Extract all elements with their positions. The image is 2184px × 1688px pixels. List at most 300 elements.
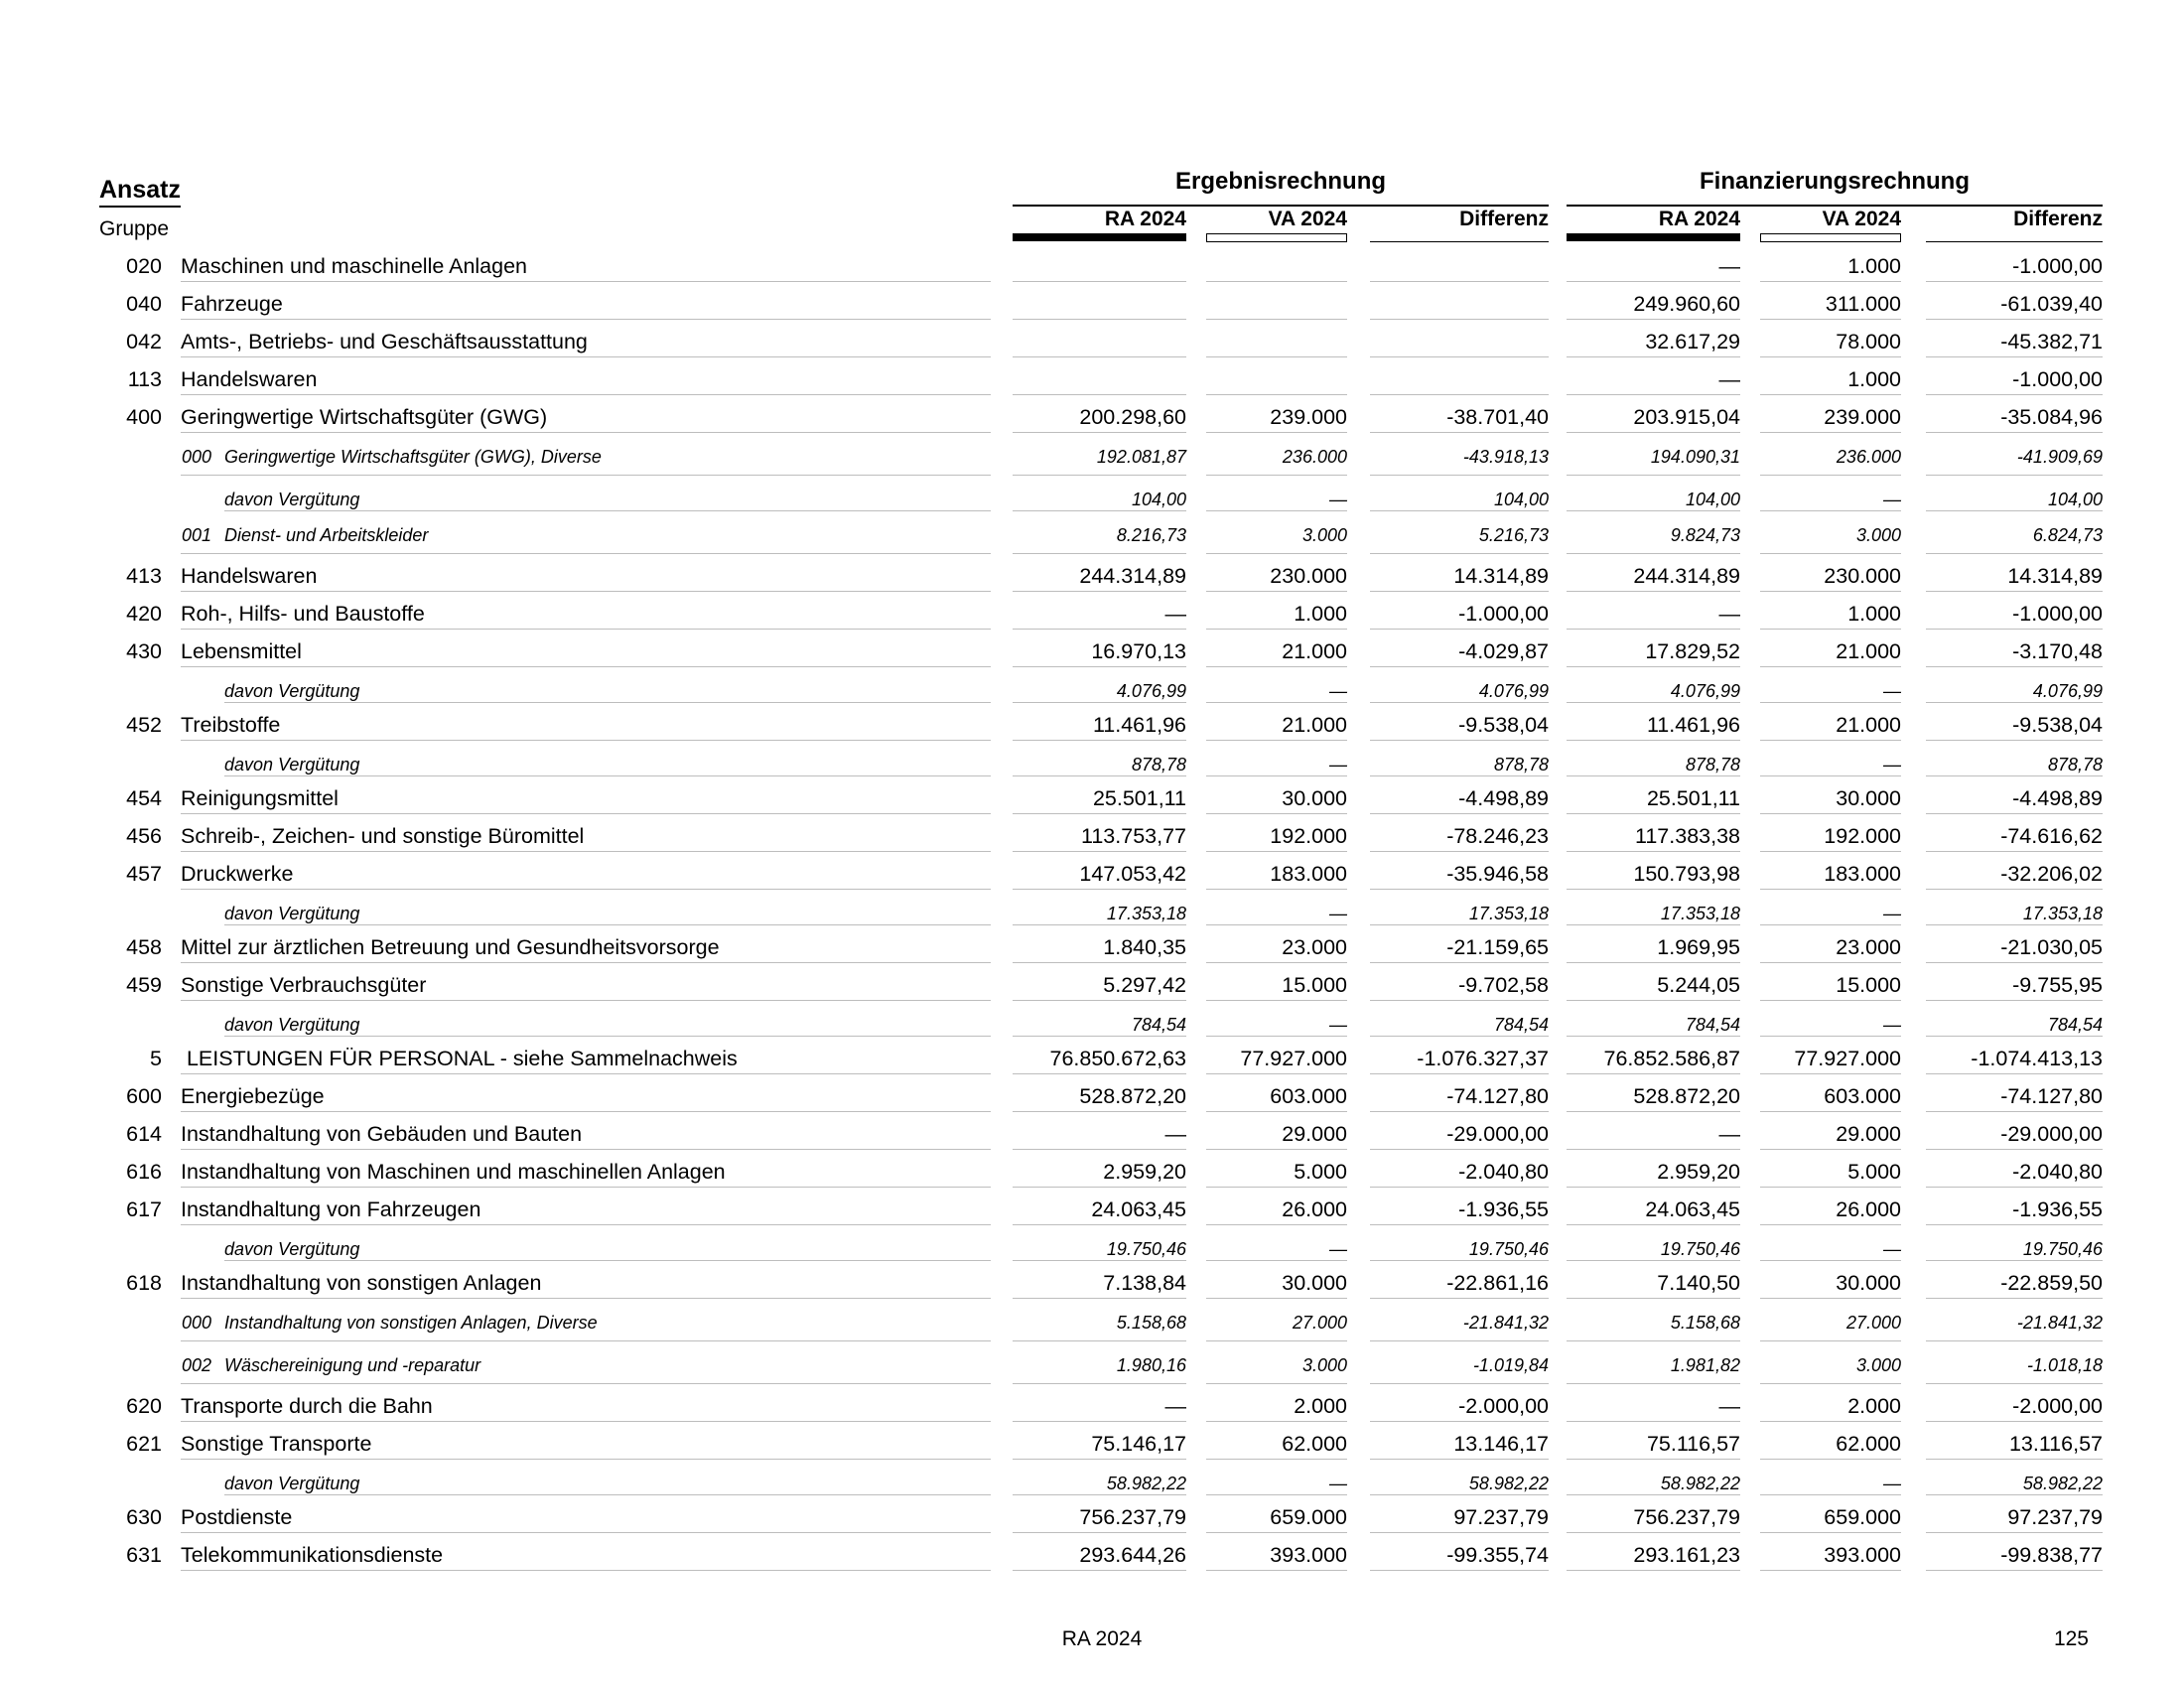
cell-rule — [1760, 775, 1901, 776]
cell-rule — [1206, 475, 1347, 476]
cell-rule — [1370, 510, 1549, 511]
cell-rule — [1926, 629, 2103, 630]
cell-rule — [1926, 813, 2103, 814]
row-label: Mittel zur ärztlichen Betreuung und Gesundheitsvorsorge — [181, 935, 720, 959]
value-cell: -1.076.327,37 — [1417, 1047, 1549, 1070]
row-label: Reinigungsmittel — [181, 786, 339, 810]
value-cell: 4.076,99 — [1116, 681, 1186, 701]
row-rule — [181, 1298, 991, 1299]
value-cell: 26.000 — [1282, 1197, 1347, 1221]
cell-rule — [1206, 1532, 1347, 1533]
row-rule — [224, 1494, 991, 1495]
row-rule — [224, 702, 991, 703]
cell-rule — [1760, 962, 1901, 963]
cell-rule — [1013, 962, 1186, 963]
value-cell: 183.000 — [1270, 862, 1347, 886]
cell-rule — [1567, 1000, 1740, 1001]
value-cell: 17.353,18 — [1106, 904, 1186, 923]
cell-rule — [1206, 962, 1347, 963]
cell-rule — [1370, 475, 1549, 476]
value-cell: — — [1329, 904, 1347, 923]
cell-rule — [1206, 356, 1347, 357]
value-cell: 58.982,22 — [1468, 1474, 1549, 1493]
value-cell: — — [1718, 602, 1740, 626]
cell-rule — [1567, 962, 1740, 963]
value-cell: -1.018,18 — [2026, 1355, 2103, 1375]
value-cell: 784,54 — [1685, 1015, 1740, 1035]
row-rule — [181, 1187, 991, 1188]
row-rule — [181, 432, 991, 433]
value-cell: 77.927.000 — [1794, 1047, 1901, 1070]
value-cell: 236.000 — [1836, 447, 1901, 467]
row-label: Instandhaltung von Gebäuden und Bauten — [181, 1122, 583, 1146]
value-cell: 203.915,04 — [1633, 405, 1740, 429]
col-marker-fr-va — [1760, 233, 1901, 242]
cell-rule — [1206, 591, 1347, 592]
value-cell: 528.872,20 — [1633, 1084, 1740, 1108]
cell-rule — [1206, 1340, 1347, 1341]
value-cell: 30.000 — [1282, 786, 1347, 810]
table-row — [0, 927, 2184, 965]
table-row — [0, 778, 2184, 816]
cell-rule — [1926, 432, 2103, 433]
value-cell: -1.000,00 — [2012, 367, 2103, 391]
value-cell: 104,00 — [1685, 490, 1740, 509]
cell-rule — [1760, 1340, 1901, 1341]
row-label: Telekommunikationsdienste — [181, 1543, 444, 1567]
davon-row — [0, 892, 2184, 927]
value-cell: 17.353,18 — [1468, 904, 1549, 923]
col-marker-er-diff — [1370, 241, 1549, 242]
value-cell: 30.000 — [1282, 1271, 1347, 1295]
row-rule — [224, 510, 991, 511]
value-cell: 150.793,98 — [1633, 862, 1740, 886]
cell-rule — [1567, 1111, 1740, 1112]
value-cell: 528.872,20 — [1079, 1084, 1186, 1108]
value-cell: 14.314,89 — [2007, 564, 2103, 588]
cell-rule — [1206, 1494, 1347, 1495]
cell-rule — [1206, 629, 1347, 630]
row-code: 456 — [126, 824, 162, 848]
row-code: 618 — [126, 1271, 162, 1295]
value-cell: 659.000 — [1270, 1505, 1347, 1529]
value-cell: 30.000 — [1836, 786, 1901, 810]
value-cell: -9.538,04 — [2012, 713, 2103, 737]
cell-rule — [1567, 1532, 1740, 1533]
sub-row — [0, 513, 2184, 556]
row-label: Amts-, Betriebs- und Geschäftsausstattung — [181, 330, 588, 353]
row-rule — [181, 1073, 991, 1074]
value-cell: 97.237,79 — [2007, 1505, 2103, 1529]
value-cell: -35.946,58 — [1446, 862, 1549, 886]
cell-rule — [1760, 1570, 1901, 1571]
cell-rule — [1760, 553, 1901, 554]
cell-rule — [1760, 356, 1901, 357]
row-code: 614 — [126, 1122, 162, 1146]
value-cell: 58.982,22 — [2022, 1474, 2103, 1493]
cell-rule — [1013, 889, 1186, 890]
row-rule — [181, 889, 991, 890]
cell-rule — [1013, 1260, 1186, 1261]
value-cell: 1.969,95 — [1657, 935, 1740, 959]
cell-rule — [1013, 281, 1186, 282]
cell-rule — [1926, 281, 2103, 282]
cell-rule — [1567, 1260, 1740, 1261]
table-row — [0, 359, 2184, 397]
table-row — [0, 1039, 2184, 1076]
cell-rule — [1567, 740, 1740, 741]
value-cell: -1.074.413,13 — [1971, 1047, 2103, 1070]
table-row — [0, 246, 2184, 284]
row-label: Maschinen und maschinelle Anlagen — [181, 254, 528, 278]
row-code: 459 — [126, 973, 162, 997]
row-rule — [181, 666, 991, 667]
cell-rule — [1013, 1532, 1186, 1533]
value-cell: 75.146,17 — [1091, 1432, 1186, 1456]
table-row — [0, 1190, 2184, 1227]
row-rule — [181, 1149, 991, 1150]
row-label: davon Vergütung — [224, 681, 360, 701]
value-cell: -9.702,58 — [1458, 973, 1549, 997]
ansatz-heading: Ansatz — [99, 175, 181, 208]
cell-rule — [1206, 1000, 1347, 1001]
cell-rule — [1926, 1260, 2103, 1261]
row-rule — [181, 1340, 991, 1341]
value-cell: — — [1718, 367, 1740, 391]
row-rule — [181, 281, 991, 282]
value-cell: — — [1883, 904, 1901, 923]
davon-row — [0, 669, 2184, 705]
value-cell: 17.353,18 — [1660, 904, 1740, 923]
value-cell: 311.000 — [1825, 292, 1901, 316]
cell-rule — [1370, 851, 1549, 852]
cell-rule — [1567, 319, 1740, 320]
value-cell: 784,54 — [1131, 1015, 1186, 1035]
value-cell: 27.000 — [1292, 1313, 1347, 1333]
value-cell: 244.314,89 — [1079, 564, 1186, 588]
col-header-fr-ra: RA 2024 — [1658, 208, 1740, 230]
value-cell: 4.076,99 — [1670, 681, 1740, 701]
cell-rule — [1760, 319, 1901, 320]
value-cell: 239.000 — [1824, 405, 1901, 429]
cell-rule — [1013, 1000, 1186, 1001]
row-label: Instandhaltung von sonstigen Anlagen — [181, 1271, 542, 1295]
table-row — [0, 322, 2184, 359]
cell-rule — [1926, 1149, 2103, 1150]
cell-rule — [1760, 1036, 1901, 1037]
row-rule — [181, 394, 991, 395]
cell-rule — [1760, 1383, 1901, 1384]
row-rule — [181, 813, 991, 814]
cell-rule — [1370, 666, 1549, 667]
cell-rule — [1926, 1459, 2103, 1460]
row-label: Geringwertige Wirtschaftsgüter (GWG) — [181, 405, 548, 429]
cell-rule — [1926, 356, 2103, 357]
value-cell: 25.501,11 — [1646, 786, 1740, 810]
row-rule — [181, 1570, 991, 1571]
value-cell: 26.000 — [1836, 1197, 1901, 1221]
row-label: davon Vergütung — [224, 490, 360, 509]
cell-rule — [1926, 1224, 2103, 1225]
row-label: davon Vergütung — [224, 1474, 360, 1493]
value-cell: 2.959,20 — [1103, 1160, 1186, 1184]
cell-rule — [1370, 629, 1549, 630]
cell-rule — [1206, 1224, 1347, 1225]
value-cell: 19.750,46 — [1660, 1239, 1740, 1259]
cell-rule — [1760, 1224, 1901, 1225]
row-label: davon Vergütung — [224, 1239, 360, 1259]
sub-row — [0, 1301, 2184, 1343]
value-cell: 9.824,73 — [1670, 525, 1740, 545]
cell-rule — [1760, 1421, 1901, 1422]
cell-rule — [1567, 356, 1740, 357]
row-code: 042 — [126, 330, 162, 353]
col-marker-fr-ra — [1567, 233, 1740, 241]
cell-rule — [1013, 319, 1186, 320]
row-rule — [181, 1111, 991, 1112]
cell-rule — [1013, 775, 1186, 776]
cell-rule — [1370, 281, 1549, 282]
cell-rule — [1370, 1111, 1549, 1112]
row-label: Instandhaltung von Maschinen und maschinellen Anlagen — [181, 1160, 726, 1184]
table-row — [0, 816, 2184, 854]
value-cell: — — [1329, 755, 1347, 774]
cell-rule — [1370, 319, 1549, 320]
value-cell: — — [1164, 1394, 1186, 1418]
value-cell: 77.927.000 — [1240, 1047, 1347, 1070]
value-cell: 117.383,38 — [1634, 824, 1740, 848]
value-cell: -1.000,00 — [2012, 602, 2103, 626]
value-cell: 5.000 — [1294, 1160, 1347, 1184]
row-code: 631 — [126, 1543, 162, 1567]
cell-rule — [1926, 319, 2103, 320]
value-cell: 878,78 — [1493, 755, 1549, 774]
value-cell: 21.000 — [1282, 639, 1347, 663]
value-cell: — — [1718, 254, 1740, 278]
cell-rule — [1206, 1073, 1347, 1074]
row-code: 617 — [126, 1197, 162, 1221]
cell-rule — [1013, 1111, 1186, 1112]
cell-rule — [1370, 1383, 1549, 1384]
cell-rule — [1370, 1036, 1549, 1037]
cell-rule — [1567, 591, 1740, 592]
cell-rule — [1370, 1224, 1549, 1225]
cell-rule — [1013, 1149, 1186, 1150]
row-label: Sonstige Verbrauchsgüter — [181, 973, 427, 997]
value-cell: 14.314,89 — [1453, 564, 1549, 588]
cell-rule — [1370, 775, 1549, 776]
value-cell: 113.753,77 — [1080, 824, 1186, 848]
cell-rule — [1567, 394, 1740, 395]
value-cell: 1.981,82 — [1670, 1355, 1740, 1375]
table-row — [0, 1535, 2184, 1573]
value-cell: 62.000 — [1282, 1432, 1347, 1456]
cell-rule — [1760, 740, 1901, 741]
value-cell: 784,54 — [2047, 1015, 2103, 1035]
row-label: Instandhaltung von Fahrzeugen — [181, 1197, 481, 1221]
cell-rule — [1013, 1340, 1186, 1341]
davon-row — [0, 1003, 2184, 1039]
cell-rule — [1926, 962, 2103, 963]
value-cell: 878,78 — [1685, 755, 1740, 774]
value-cell: 7.138,84 — [1103, 1271, 1186, 1295]
gruppe-heading: Gruppe — [99, 217, 170, 240]
cell-rule — [1926, 1340, 2103, 1341]
row-label: Energiebezüge — [181, 1084, 325, 1108]
cell-rule — [1206, 924, 1347, 925]
cell-rule — [1370, 1570, 1549, 1571]
row-label: Wäschereinigung und -reparatur — [224, 1355, 481, 1375]
value-cell: 878,78 — [1131, 755, 1186, 774]
value-cell: -2.040,80 — [2012, 1160, 2103, 1184]
row-label: Handelswaren — [181, 367, 318, 391]
row-label: davon Vergütung — [224, 755, 360, 774]
row-code: 454 — [126, 786, 162, 810]
value-cell: — — [1883, 1015, 1901, 1035]
cell-rule — [1926, 1298, 2103, 1299]
row-code: 630 — [126, 1505, 162, 1529]
value-cell: 62.000 — [1836, 1432, 1901, 1456]
value-cell: 1.000 — [1847, 254, 1901, 278]
cell-rule — [1013, 813, 1186, 814]
value-cell: -1.000,00 — [2012, 254, 2103, 278]
value-cell: -78.246,23 — [1446, 824, 1549, 848]
row-code: 001 — [182, 525, 212, 545]
row-label: Druckwerke — [181, 862, 294, 886]
section-rule-right — [1567, 205, 2103, 207]
cell-rule — [1760, 851, 1901, 852]
cell-rule — [1760, 591, 1901, 592]
value-cell: 11.461,96 — [1646, 713, 1740, 737]
cell-rule — [1926, 1111, 2103, 1112]
row-rule — [224, 1036, 991, 1037]
value-cell: 784,54 — [1493, 1015, 1549, 1035]
value-cell: — — [1164, 1122, 1186, 1146]
value-cell: -4.029,87 — [1458, 639, 1549, 663]
value-cell: 1.000 — [1294, 602, 1347, 626]
cell-rule — [1760, 1187, 1901, 1188]
cell-rule — [1567, 1340, 1740, 1341]
cell-rule — [1206, 889, 1347, 890]
cell-rule — [1206, 1260, 1347, 1261]
cell-rule — [1206, 1036, 1347, 1037]
value-cell: -29.000,00 — [1446, 1122, 1549, 1146]
row-code: 000 — [182, 447, 212, 467]
cell-rule — [1206, 319, 1347, 320]
value-cell: 393.000 — [1270, 1543, 1347, 1567]
row-rule — [181, 475, 991, 476]
table-row — [0, 1497, 2184, 1535]
value-cell: -99.355,74 — [1446, 1543, 1549, 1567]
row-rule — [181, 591, 991, 592]
row-code: 113 — [127, 367, 162, 391]
value-cell: -4.498,89 — [1458, 786, 1549, 810]
value-cell: 603.000 — [1824, 1084, 1901, 1108]
cell-rule — [1013, 629, 1186, 630]
cell-rule — [1567, 666, 1740, 667]
row-label: Treibstoffe — [181, 713, 281, 737]
value-cell: 4.076,99 — [1478, 681, 1549, 701]
row-label: Lebensmittel — [181, 639, 302, 663]
davon-row — [0, 1462, 2184, 1497]
cell-rule — [1760, 281, 1901, 282]
cell-rule — [1926, 1383, 2103, 1384]
cell-rule — [1206, 1111, 1347, 1112]
cell-rule — [1760, 1494, 1901, 1495]
cell-rule — [1206, 740, 1347, 741]
cell-rule — [1926, 475, 2103, 476]
row-code: 458 — [126, 935, 162, 959]
value-cell: 21.000 — [1282, 713, 1347, 737]
value-cell: 25.501,11 — [1092, 786, 1186, 810]
value-cell: 23.000 — [1836, 935, 1901, 959]
value-cell: -1.936,55 — [2012, 1197, 2103, 1221]
value-cell: 249.960,60 — [1633, 292, 1740, 316]
sub-row — [0, 1343, 2184, 1386]
cell-rule — [1926, 1073, 2103, 1074]
cell-rule — [1567, 281, 1740, 282]
value-cell: -29.000,00 — [2000, 1122, 2103, 1146]
cell-rule — [1370, 1073, 1549, 1074]
col-marker-er-va — [1206, 233, 1347, 242]
section-finanzierungsrechnung: Finanzierungsrechnung — [1699, 168, 1970, 195]
cell-rule — [1206, 775, 1347, 776]
cell-rule — [1370, 1494, 1549, 1495]
cell-rule — [1567, 629, 1740, 630]
value-cell: — — [1329, 1239, 1347, 1259]
row-code: 000 — [182, 1313, 212, 1333]
value-cell: -74.127,80 — [2000, 1084, 2103, 1108]
cell-rule — [1760, 666, 1901, 667]
cell-rule — [1926, 1187, 2103, 1188]
row-label: Roh-, Hilfs- und Baustoffe — [181, 602, 425, 626]
value-cell: 236.000 — [1282, 447, 1347, 467]
page-number: 125 — [2053, 1627, 2089, 1650]
cell-rule — [1013, 1570, 1186, 1571]
table-row — [0, 1114, 2184, 1152]
value-cell: 194.090,31 — [1650, 447, 1740, 467]
cell-rule — [1760, 1149, 1901, 1150]
cell-rule — [1370, 1187, 1549, 1188]
cell-rule — [1926, 510, 2103, 511]
cell-rule — [1013, 1459, 1186, 1460]
value-cell: — — [1164, 602, 1186, 626]
table-row — [0, 1263, 2184, 1301]
section-ergebnisrechnung: Ergebnisrechnung — [1174, 168, 1387, 195]
cell-rule — [1370, 702, 1549, 703]
value-cell: -9.538,04 — [1458, 713, 1549, 737]
value-cell: — — [1883, 681, 1901, 701]
value-cell: 2.959,20 — [1657, 1160, 1740, 1184]
cell-rule — [1567, 813, 1740, 814]
value-cell: 3.000 — [1855, 525, 1901, 545]
value-cell: -74.616,62 — [2000, 824, 2103, 848]
cell-rule — [1926, 591, 2103, 592]
cell-rule — [1370, 553, 1549, 554]
value-cell: 104,00 — [2047, 490, 2103, 509]
value-cell: 76.850.672,63 — [1049, 1047, 1186, 1070]
value-cell: — — [1883, 1239, 1901, 1259]
cell-rule — [1013, 851, 1186, 852]
value-cell: -22.861,16 — [1446, 1271, 1549, 1295]
table-row — [0, 705, 2184, 743]
cell-rule — [1926, 889, 2103, 890]
cell-rule — [1013, 1383, 1186, 1384]
cell-rule — [1567, 1570, 1740, 1571]
value-cell: 6.824,73 — [2032, 525, 2103, 545]
cell-rule — [1760, 702, 1901, 703]
value-cell: 27.000 — [1845, 1313, 1901, 1333]
